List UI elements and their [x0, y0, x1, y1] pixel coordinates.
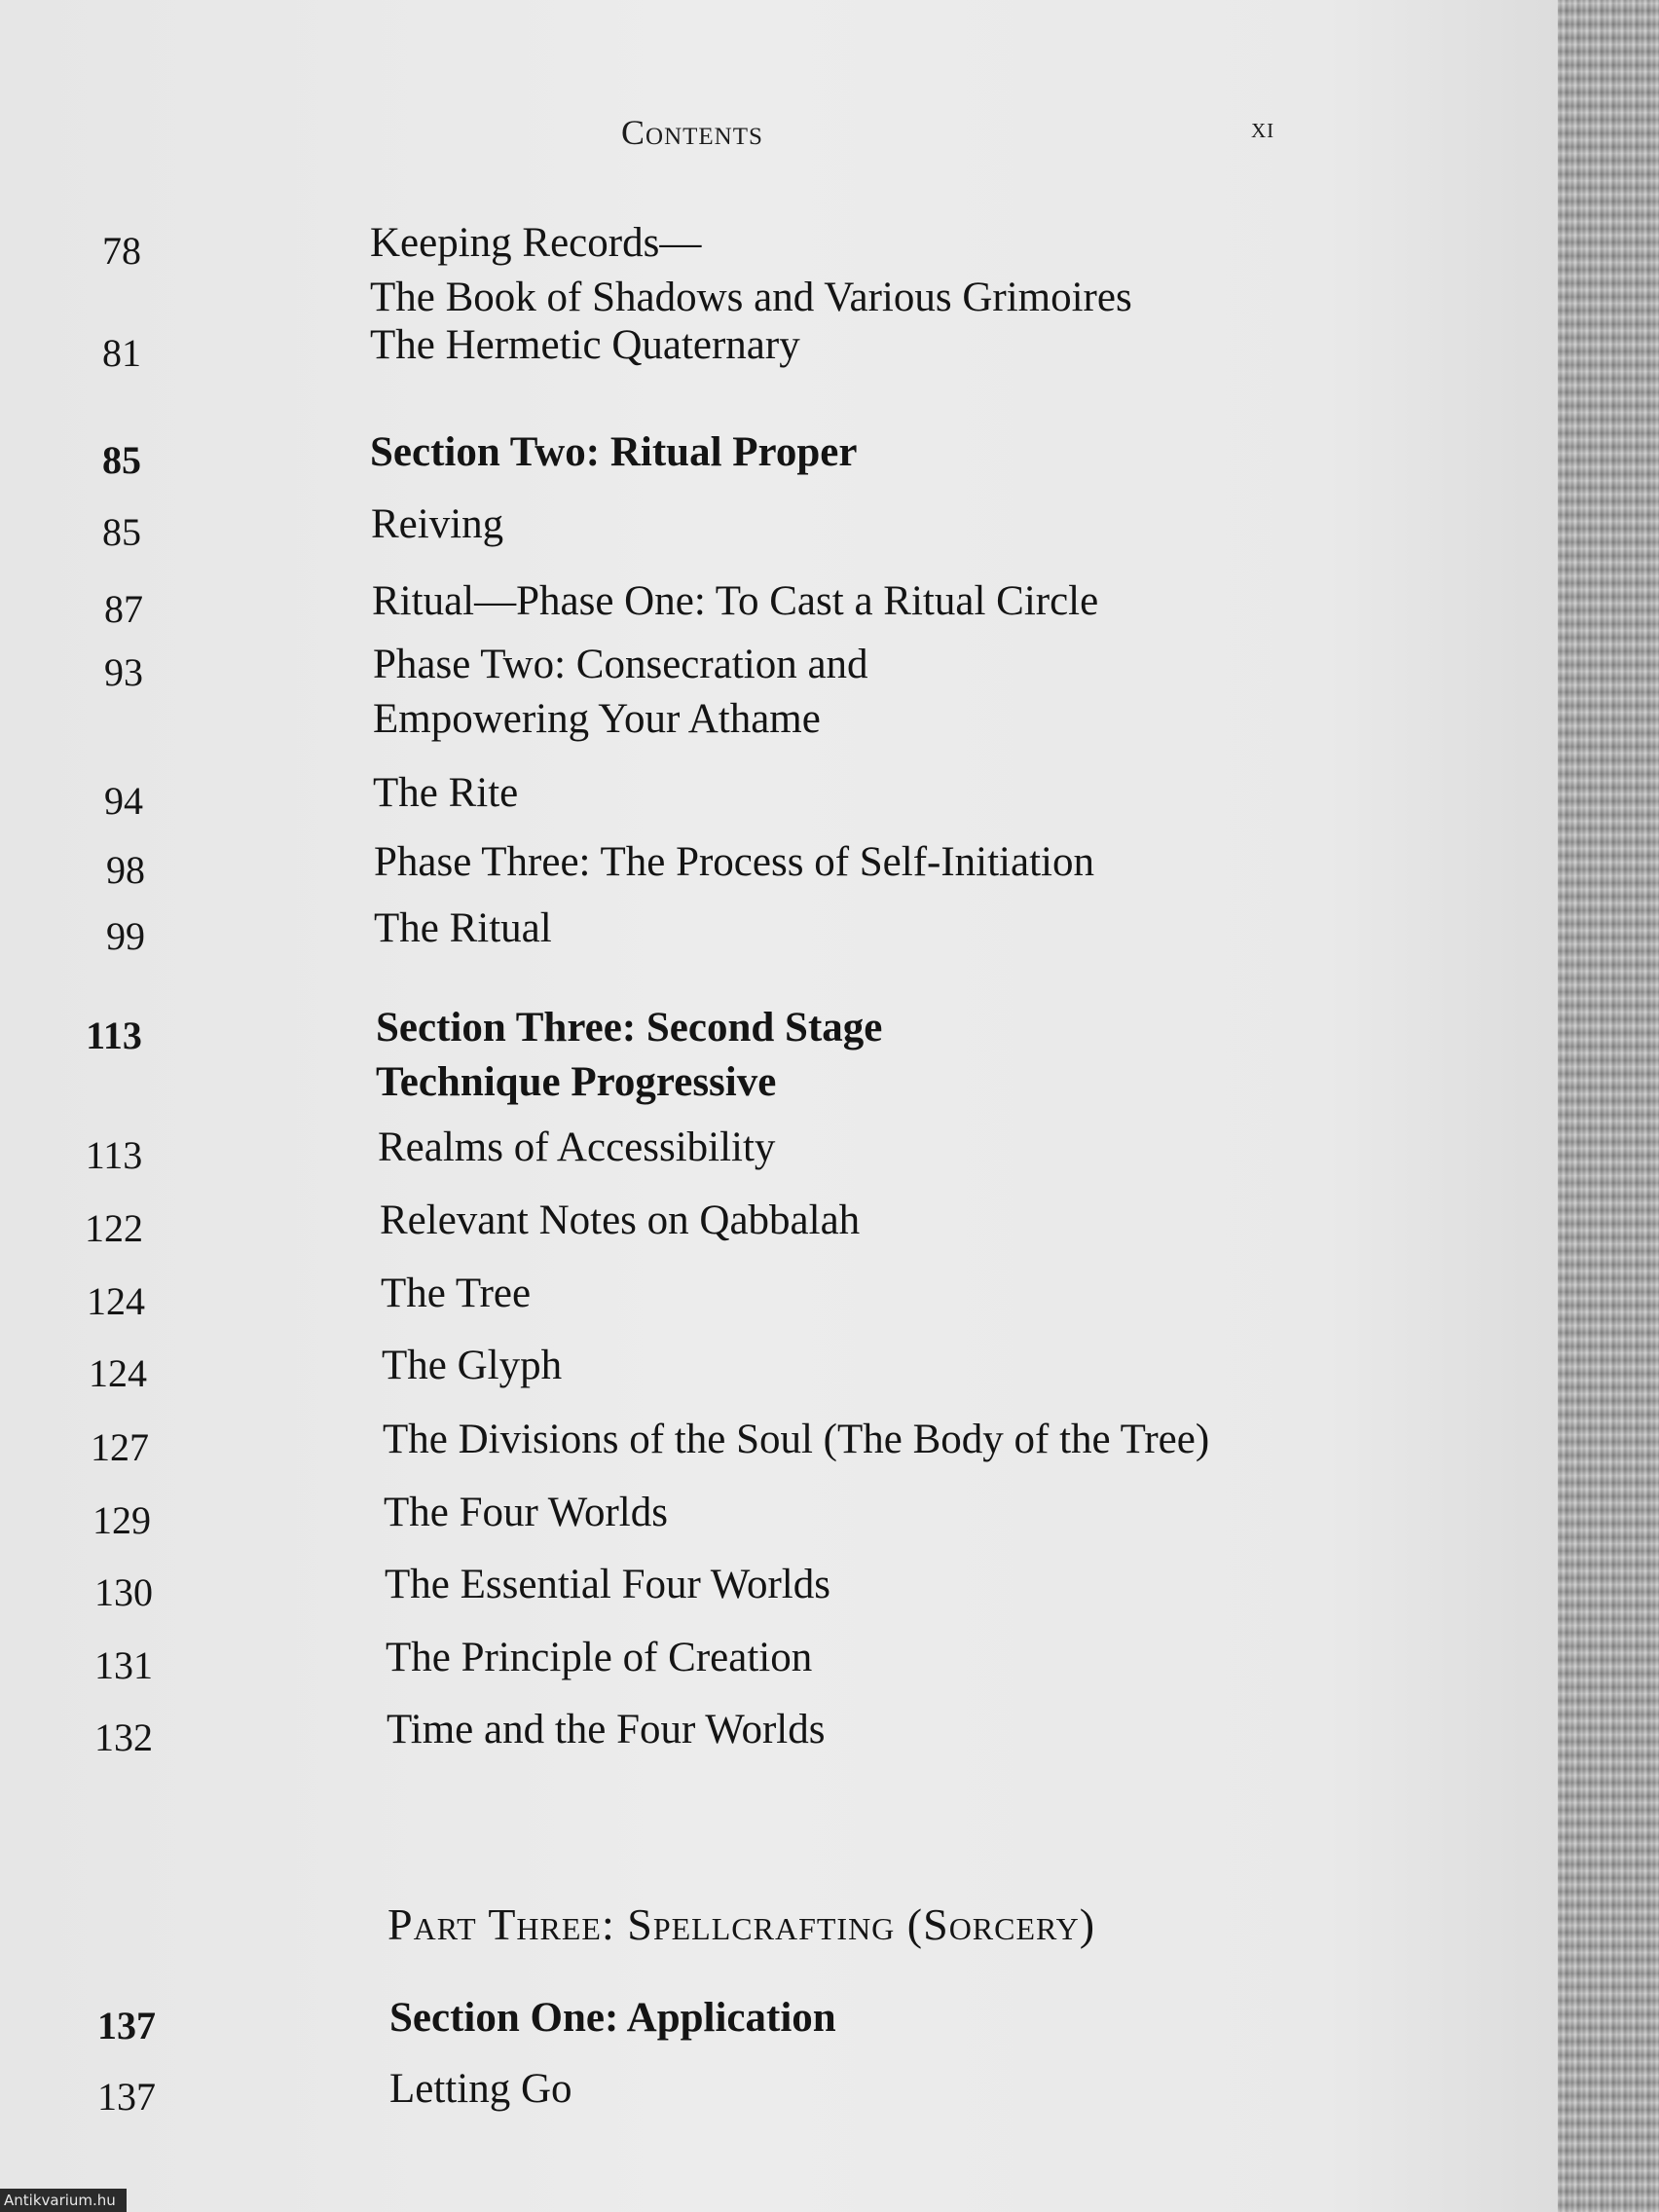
toc-page-number: 129 [92, 1498, 151, 1542]
toc-entry-title [382, 1339, 1404, 1393]
toc-entry-line: Phase Three: The Process of Self-Initiation [374, 839, 1094, 885]
toc-entry-line: The Glyph [382, 1343, 563, 1388]
toc-entry-title [370, 425, 1392, 480]
toc-entry-title [385, 1558, 1407, 1612]
toc-entry-title [383, 1413, 1405, 1467]
toc-page-number: 132 [94, 1715, 153, 1759]
toc-entry-title [370, 318, 1392, 373]
toc-entry-line: The Principle of Creation [386, 1635, 813, 1680]
toc-entry-line: Section One: Application [389, 1995, 836, 2041]
toc-entry-line: Keeping Records— [370, 220, 702, 266]
toc-entry-title [372, 574, 1394, 629]
toc-page-number: 137 [97, 2075, 156, 2119]
toc-page-number: 113 [85, 1133, 143, 1177]
toc-page-number: 87 [104, 587, 143, 631]
toc-entry-line: Phase Two: Consecration and [373, 642, 868, 687]
toc-entry-title [387, 1703, 1409, 1757]
toc-page-number: 130 [94, 1570, 153, 1614]
page-title: Contents [621, 113, 763, 152]
toc-entry-line: Letting Go [389, 2066, 572, 2112]
toc-page-number: 94 [104, 779, 143, 823]
toc-entry-line: Realms of Accessibility [378, 1124, 776, 1170]
toc-page-number: 85 [102, 510, 141, 554]
toc-page-number: 78 [102, 229, 141, 273]
toc-entry-title [376, 1001, 1398, 1110]
toc-entry-line: The Four Worlds [384, 1490, 668, 1535]
toc-entry-line: Section Two: Ritual Proper [370, 429, 858, 475]
toc-entry-title [389, 2062, 1412, 2117]
toc-page-number: 99 [106, 914, 145, 958]
toc-page-number: 124 [89, 1351, 147, 1395]
toc-entry-line: The Divisions of the Soul (The Body of the Tree) [383, 1417, 1210, 1462]
toc-page-number: 122 [85, 1206, 143, 1250]
toc-entry-title [378, 1121, 1400, 1175]
toc-entry-line: Section Three: Second Stage [376, 1005, 883, 1051]
toc-entry-title [373, 638, 1395, 747]
toc-entry-line: Reiving [371, 501, 504, 547]
toc-page-number: 81 [102, 331, 141, 375]
toc-entry-line: The Ritual [374, 905, 552, 951]
toc-page-number: 98 [106, 848, 145, 892]
toc-page-number: 127 [91, 1425, 149, 1469]
toc-page-number: 124 [87, 1279, 145, 1323]
toc-entry-line: The Rite [373, 770, 519, 816]
toc-entry-title [389, 1991, 1412, 2046]
page-number: xi [1251, 112, 1275, 144]
toc-entry-line: Relevant Notes on Qabbalah [380, 1198, 861, 1243]
part-heading: Part Three: Spellcrafting (Sorcery) [387, 1899, 1096, 1949]
toc-entry-line: The Book of Shadows and Various Grimoires [370, 275, 1132, 320]
page-edge [1558, 0, 1659, 2212]
toc-entry-title [373, 766, 1395, 821]
toc-entry-line: The Hermetic Quaternary [370, 322, 800, 368]
toc-page-number: 113 [86, 1014, 142, 1057]
toc-entry-title [370, 216, 1392, 325]
toc-entry-line: Empowering Your Athame [373, 696, 821, 742]
toc-entry-line: The Essential Four Worlds [385, 1562, 830, 1607]
toc-entry-line: Technique Progressive [376, 1059, 777, 1105]
toc-entry-title [386, 1631, 1408, 1685]
toc-entry-line: Time and the Four Worlds [387, 1707, 826, 1752]
toc-entry-title [371, 498, 1393, 552]
toc-entry-title [374, 835, 1396, 890]
toc-page-number: 85 [102, 438, 141, 482]
toc-entry-title [374, 902, 1396, 956]
toc-entry-line: The Tree [381, 1271, 532, 1316]
toc-page-number: 131 [94, 1643, 153, 1687]
toc-entry-title [381, 1267, 1403, 1321]
toc-entry-title [380, 1194, 1402, 1248]
toc-entry-title [384, 1486, 1406, 1540]
watermark: Antikvarium.hu [0, 2189, 127, 2212]
toc-entry-line: Ritual—Phase One: To Cast a Ritual Circle [372, 578, 1099, 624]
toc-page-number: 93 [104, 650, 143, 694]
toc-page-number: 137 [97, 2004, 156, 2047]
